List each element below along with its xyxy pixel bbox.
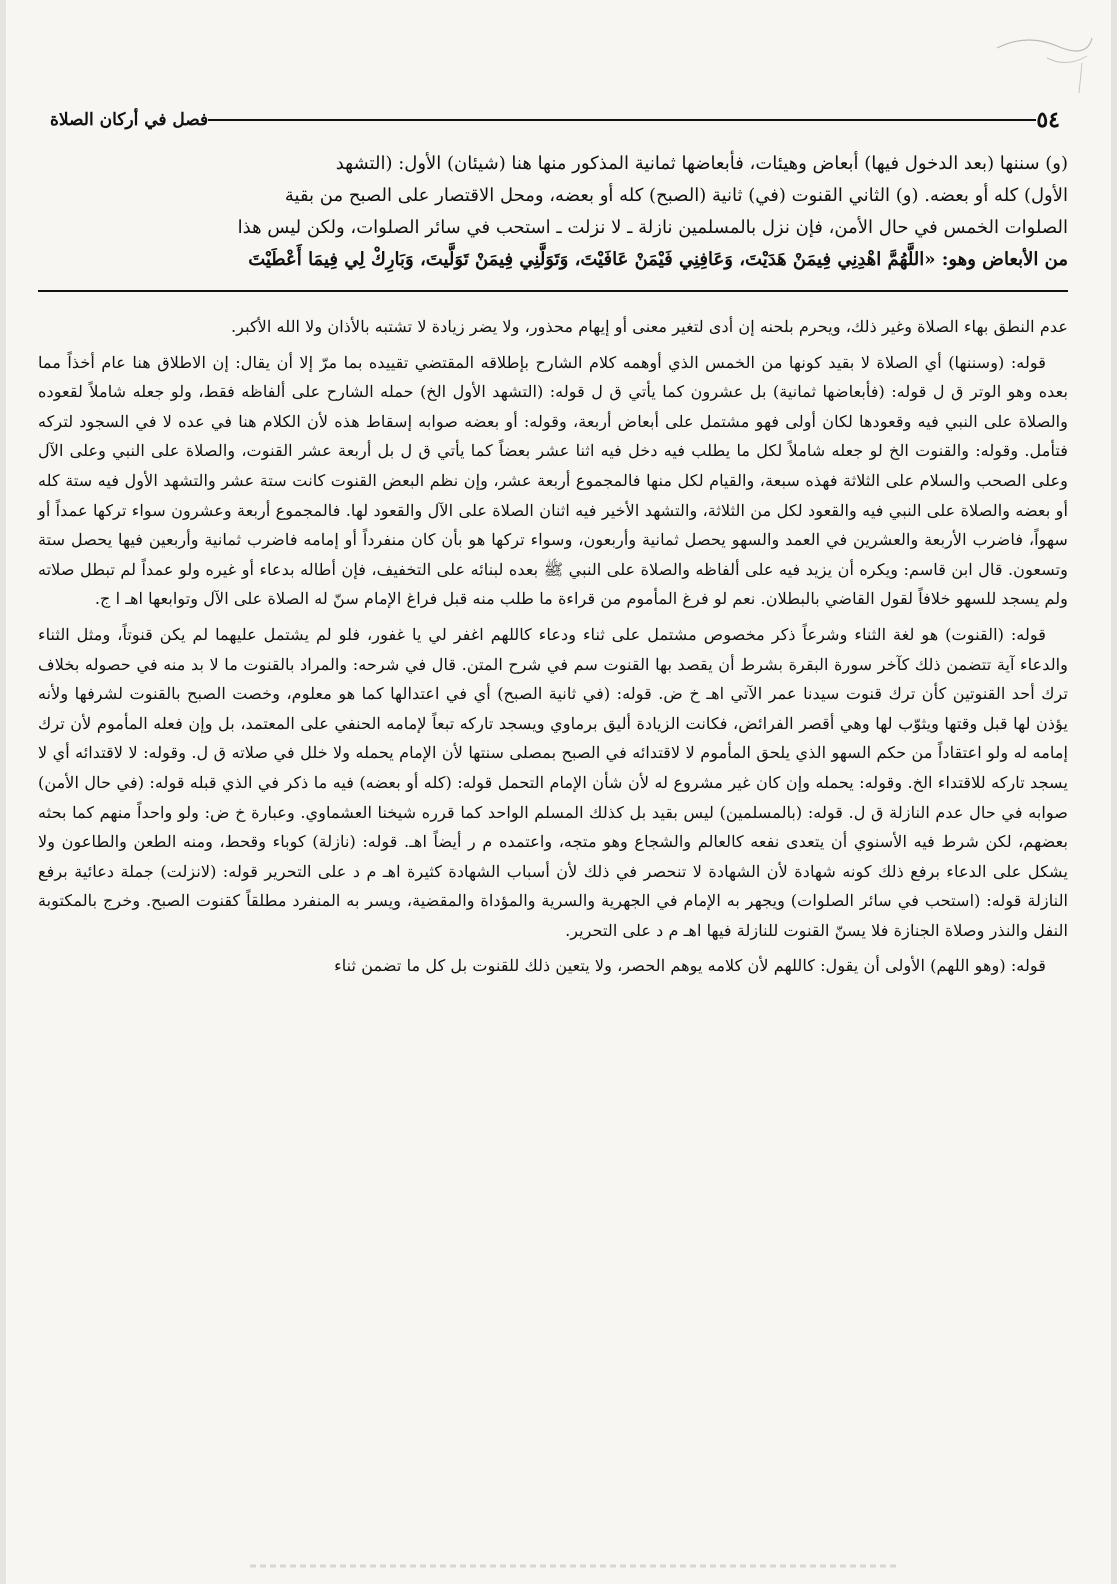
commentary-paragraph: عدم النطق بهاء الصلاة وغير ذلك، ويحرم بلحنه إن أدى لتغير معنى أو إيهام محذور، ولا يضر زيادة لا تشتبه بالأذان ولا الله الأكبر.	[231, 317, 1068, 336]
main-text-line: الصلوات الخمس في حال الأمن، فإن نزل بالمسلمين نازلة ـ لا نزلت ـ استحب في سائر الصلوات، ولكن ليس هذا	[237, 217, 1068, 238]
main-text-line: من الأبعاض وهو: «اللَّهُمَّ اهْدِنِي فِيمَنْ هَدَيْتَ، وَعَافِنِي فَيْمَنْ عَافَيْتَ، وَتَوَلَّنِي فِيمَنْ تَوَلَّيتَ، وَبَارِكْ لِي فِيمَا أَعْطَيْتَ	[248, 249, 1068, 270]
main-text-line: (و) سننها (بعد الدخول فيها) أبعاض وهيئات، فأبعاضها ثمانية المذكور منها هنا (شيئان) الأول: (التشهد	[335, 153, 1068, 174]
corner-scribble	[987, 28, 1097, 98]
section-divider	[38, 290, 1068, 292]
page	[38, 100, 1068, 1540]
commentary-paragraph: قوله: (القنوت) هو لغة الثناء وشرعاً ذكر مخصوص مشتمل على ثناء ودعاء كاللهم اغفر لي يا غفور، فلو لم يشتمل عليهما لم يكن قنوتاً، ومثل الثناء والدعاء آية تتضمن ذلك كآخر سورة البقرة بشرط أن يقصد بها القنوت سم في شرح المتن. قال في شرحه: والمراد بالقنوت ما لا بد منه في حصوله بخلاف ترك أحد القنوتين كأن ترك قنوت سيدنا عمر الآتي اهـ خ ض. قوله: (في ثانية الصبح) أي في اعتدالها كما هو معلوم، وخصت الصبح بالقنوت لشرفها ولأنه يؤذن لها قبل وقتها ويثوّب لها وهي أقصر الفرائض، فكانت الزيادة أليق برماوي ويسجد تاركه تبعاً لإمامه الحنفي على المعتمد، بل وإن فعله المأموم لأن ترك إمامه له ولو اعتقاداً من حكم السهو الذي يلحق المأموم لا لاقتدائه في الصبح بمصلى سنتها لأن الإمام يحمله ولا خلل في صلاته ق ل. وقوله: لا لاقتدائه أي لا يسجد تاركه للاقتداء الخ. وقوله: يحمله وإن كان غير مشروع له لأن شأن الإمام التحمل قوله: (كله أو بعضه) فيه ما ذكر في الذي قبله قوله: (في حال الأمن) صوابه في حال عدم النازلة ق ل. قوله: (بالمسلمين) ليس بقيد بل كذلك المسلم الواحد كما قرره شيخنا العشماوي. وعبارة خ ض: ولو واحداً منهم كما بحثه بعضهم، لكن شرط فيه الأسنوي أن يتعدى نفعه كالعالم والشجاع وهو متجه، واعتمده م ر أيضاً اهـ. قوله: (نازلة) كوباء وقحط، ومنه الطعن والطاعون ولا يشكل على الدعاء برفع ذلك كونه شهادة لأن الشهادة لا تنحصر في ذلك لأن أسباب الشهادة كثيرة اهـ م د على التحرير قوله: (لانزلت) جملة دعائية برفع النازلة قوله: (استحب في سائر الصلوات) ويجهر به الإمام في الجهرية والسرية والمؤداة والمقضية، ويسر به المنفرد مطلقاً كقنوت الصبح. وخرج بالمكتوبة النفل والنذر وصلاة الجنازة فلا يسنّ القنوت للنازلة فيها اهـ م د على التحرير.	[38, 624, 1068, 940]
header-rule	[208, 119, 1036, 121]
main-text-line: الأول) كله أو بعضه. (و) الثاني القنوت (في) ثانية (الصبح) كله أو بعضه، ومحل الاقتصار على الصبح من بقية	[284, 185, 1068, 206]
bottom-scan-smudge	[0, 1544, 1117, 1584]
header-title: فصل في أركان الصلاة	[50, 110, 209, 130]
commentary-paragraph: قوله: (وهو اللهم) الأولى أن يقول: كاللهم لأن كلامه يوهم الحصر، ولا يتعين ذلك للقنوت بل كل ما تضمن ثناء	[334, 956, 1046, 976]
commentary-block	[38, 312, 1068, 981]
page-number: ٥٤	[1036, 107, 1060, 133]
main-text-block	[38, 148, 1068, 276]
commentary-paragraph: قوله: (وسننها) أي الصلاة لا بقيد كونها من الخمس الذي أوهمه كلام الشارح بإطلاقه المقتضي تقييده بما مرّ إلا أن يقال: إن الاطلاق هنا عام أخذاً مما بعده وهو الوتر ق ل قوله: (فأبعاضها ثمانية) بل عشرون كما يأتي ق ل قوله: (التشهد الأول الخ) حمله الشارح على ألفاظه فقط، ولو جعله شاملاً لقعوده والصلاة على النبي فيه وقعودها لكان أولى فهو مشتمل على أبعاض أربعة، وقوله: أو بعضه صوابه إسقاط هذه لأن الكلام هنا في عده لا في السجود لتركه فتأمل. وقوله: والقنوت الخ لو جعله شاملاً لكل ما يطلب فيه دخل فيه اثنا عشر بعضاً كما يأتي ق ل بل أربعة عشر القنوت، والصلاة على النبي وعلى الآل وعلى الصحب والسلام على الثلاثة فهذه سبعة، والقيام لكل منها فالمجموع أربعة عشر، وإن نظم البعض القنوت كانت ستة عشر والتشهد الأول فيه ستة كله أو بعضه والصلاة على النبي فيه والقعود لكل من الثلاثة، والتشهد الأخير فيه اثنان الصلاة على الآل والقعود لها. فالمجموع أربعة وعشرون سواء تركها عمداً أو سهواً، فاضرب الأربعة والعشرين في العمد والسهو يحصل ثمانية وأربعون، وسواء تركها هو بأن كان منفرداً أو إمامه فاضرب ثمانية وأربعين فيها يحصل ستة وتسعون. قال ابن قاسم: ويكره أن يزيد فيه على ألفاظه والصلاة على النبي ﷺ بعده لبنائه على التخفيف، فإن أطاله بدعاء أو غيره ولو عمداً لم تبطل صلاته ولم يسجد للسهو خلافاً لقول القاضي بالبطلان. نعم لو فرغ المأموم من قراءة ما طلب منه قبل فراغ الإمام سنّ له الصلاة على الآل وتوابعها اهـ ا ج.	[38, 352, 1068, 609]
running-header	[38, 100, 1068, 140]
